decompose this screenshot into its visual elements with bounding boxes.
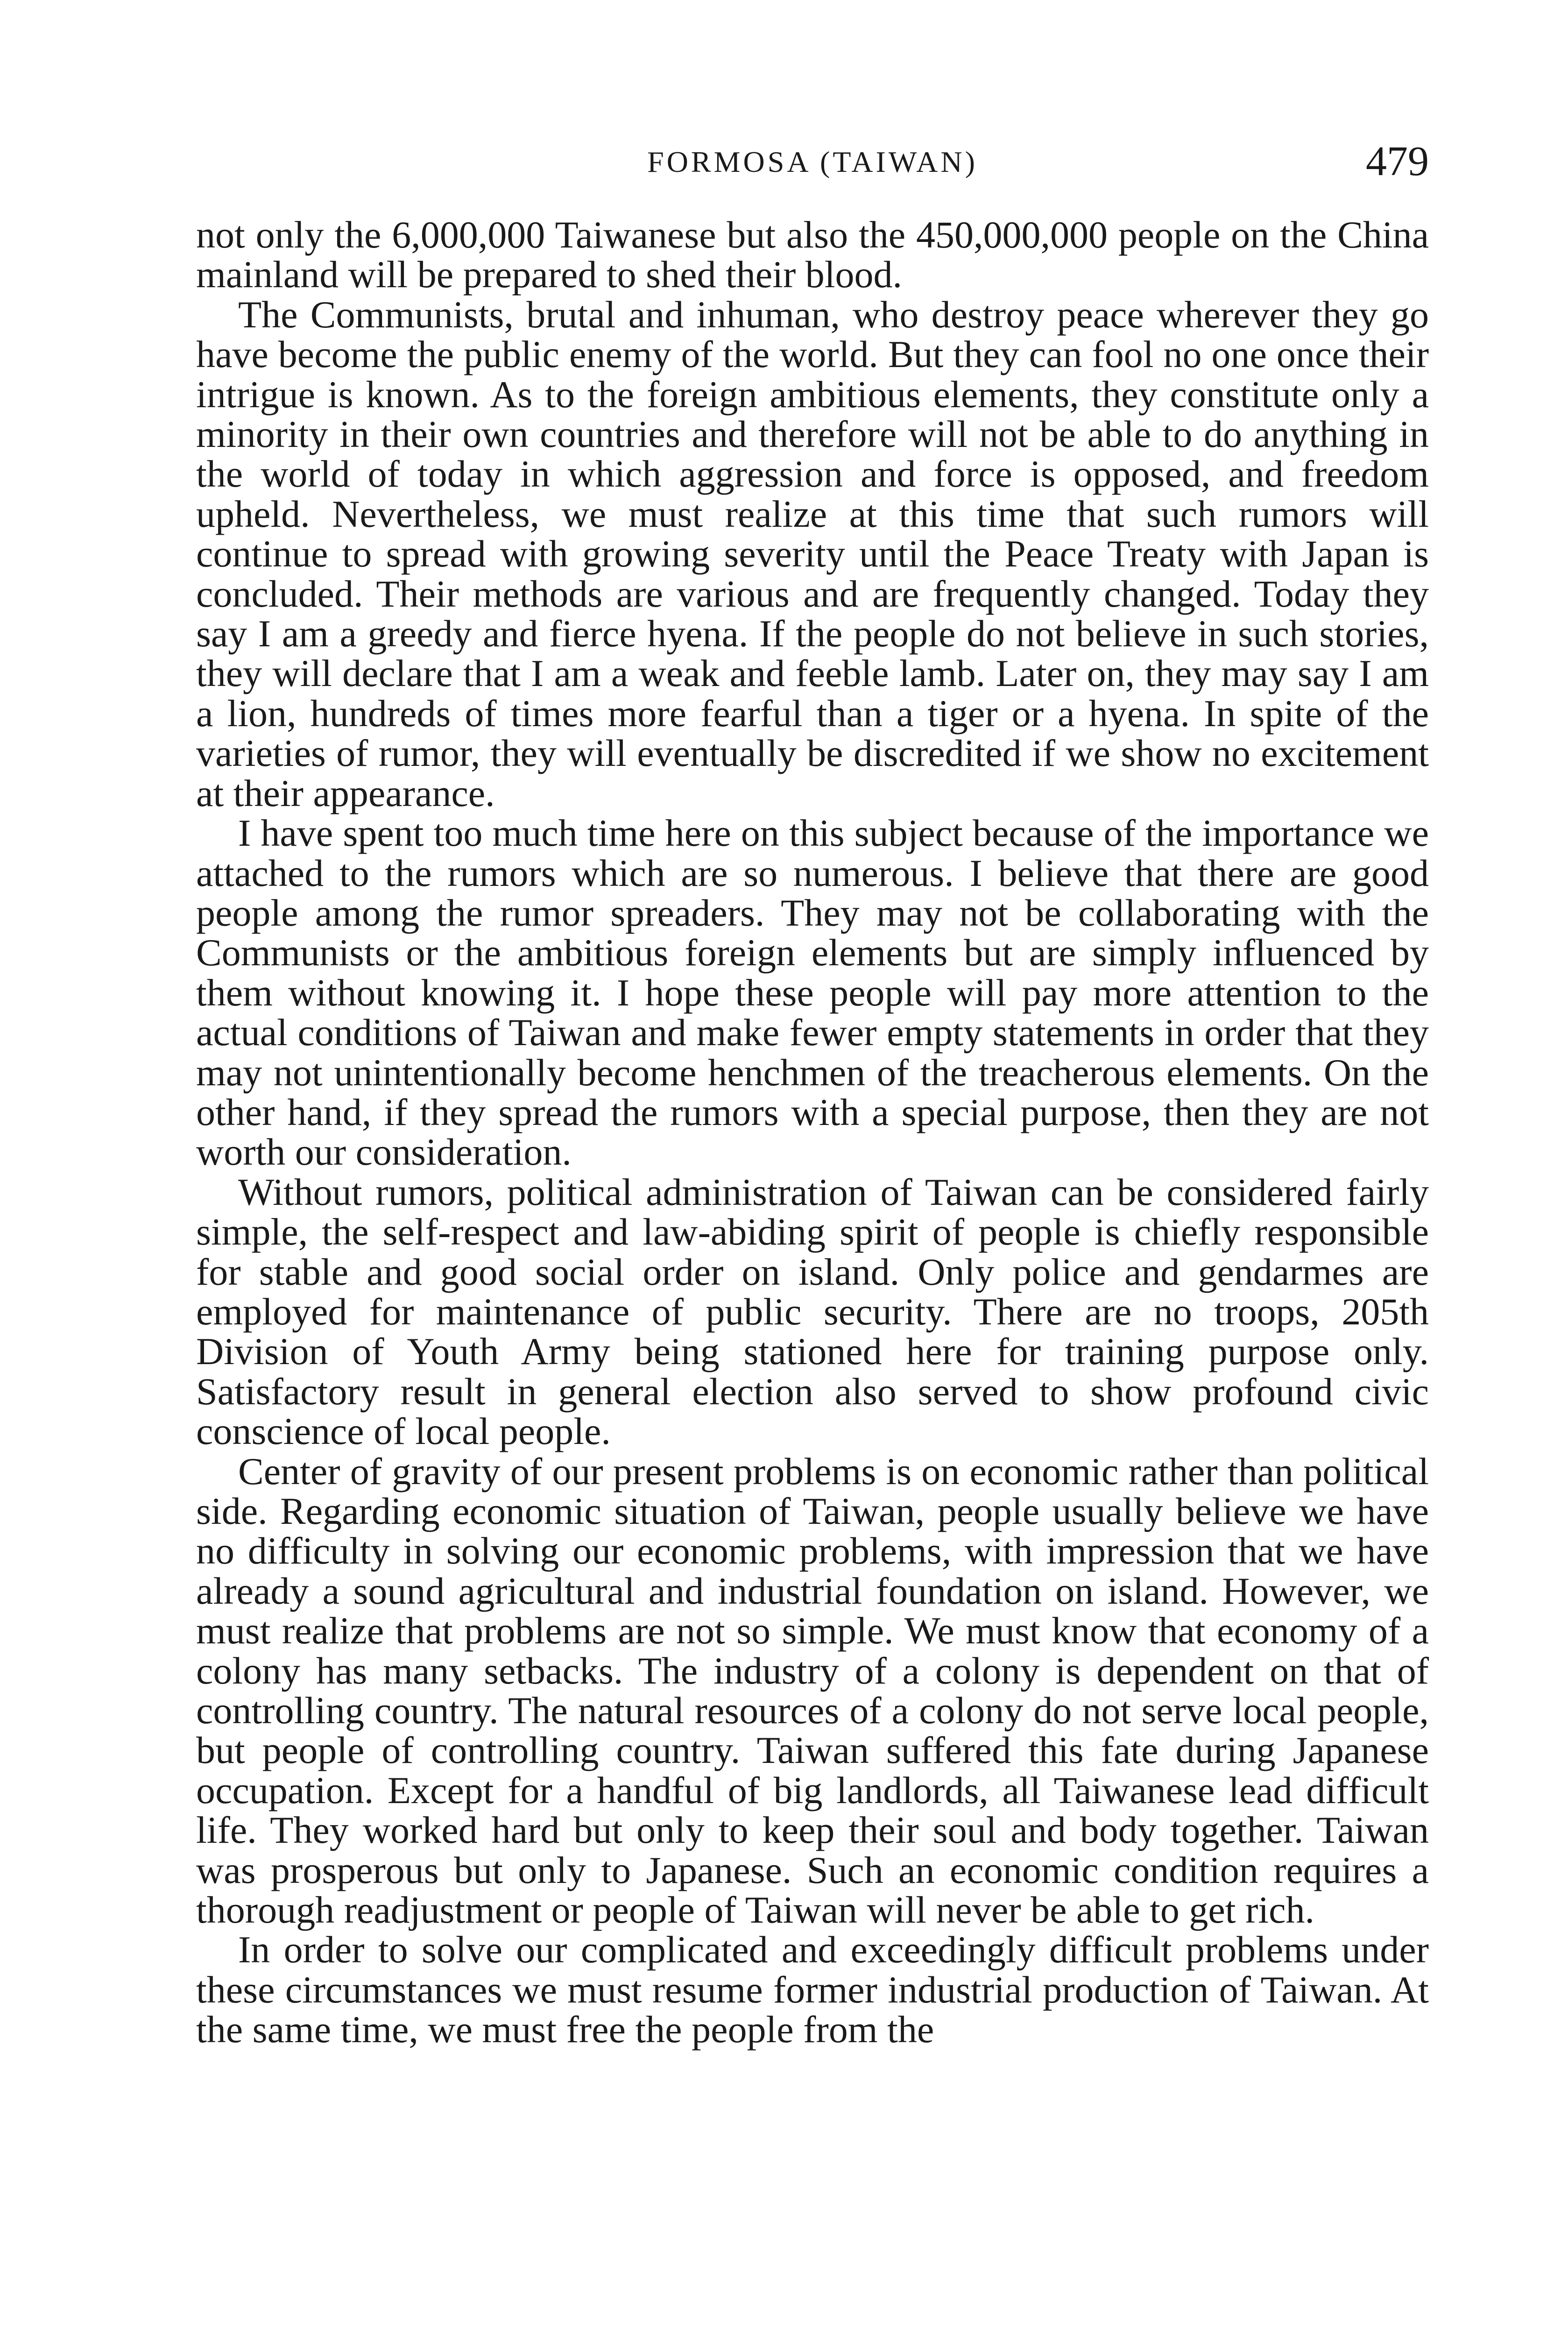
page-number: 479 [1366,138,1429,184]
body-text [196,215,1429,2050]
paragraph-industrial-production: In order to solve our complicated and exceedingly difficult problems under these circumstances we must resume former industrial production of Taiwan. At the same time, we must free the people from the [196,1928,1429,2051]
running-title: FORMOSA (TAIWAN) [647,145,978,178]
paragraph-economy: Center of gravity of our present problems is on economic rather than political side. Regarding economic situation of Taiwan, people usually believe we have no difficulty in solving our economic problems, with impression that we have already a sound agricultural and industrial foundation on island. However, we must realize that problems are not so simple. We must know that economy of a colony has many setbacks. The industry of a colony is dependent on that of controlling country. The natural resources of a colony do not serve local people, but people of controlling country. Taiwan suffered this fate during Japanese occupation. Except for a handful of big landlords, all Taiwanese lead difficult life. They worked hard but only to keep their soul and body together. Taiwan was prosperous but only to Japanese. Such an economic condition requires a thorough readjustment or people of Taiwan will never be able to get rich. [196,1450,1429,1932]
paragraph-rumors: I have spent too much time here on this subject because of the importance we attached to the rumors which are so numerous. I believe that there are good people among the rumor spreaders. They may not be collaborating with the Communists or the ambitious foreign elements but are simply influenced by them without knowing it. I hope these people will pay more attention to the actual conditions of Taiwan and make fewer empty statements in order that they may not unintentionally become henchmen of the treacherous elements. On the other hand, if they spread the rumors with a special purpose, then they are not worth our consideration. [196,812,1429,1174]
paragraph-administration: Without rumors, political administration of Taiwan can be considered fairly simple, the self-respect and law-abiding spirit of people is chiefly responsible for stable and good social order on island. Only police and gendarmes are employed for maintenance of public security. There are no troops, 205th Division of Youth Army being stationed here for training purpose only. Satisfactory result in general election also served to show profound civic conscience of local people. [196,1170,1429,1453]
paragraph-communists: The Communists, brutal and inhuman, who destroy peace wherever they go have become the public enemy of the world. But they can fool no one once their intrigue is known. As to the foreign ambitious elements, they constitute only a minority in their own countries and therefore will not be able to do anything in the world of today in which aggression and force is opposed, and freedom upheld. Nevertheless, we must realize at this time that such rumors will continue to spread with growing severity until the Peace Treaty with Japan is concluded. Their methods are various and are frequently changed. Today they say I am a greedy and fierce hyena. If the people do not believe in such stories, they will declare that I am a weak and feeble lamb. Later on, they may say I am a lion, hundreds of times more fearful than a tiger or a hyena. In spite of the varieties of rumor, they will eventually be discredited if we show no excitement at their appearance. [196,293,1429,814]
paragraph-continued: not only the 6,000,000 Taiwanese but also the 450,000,000 people on the China mainland will be prepared to shed their blood. [196,213,1429,296]
running-head [196,140,1429,187]
